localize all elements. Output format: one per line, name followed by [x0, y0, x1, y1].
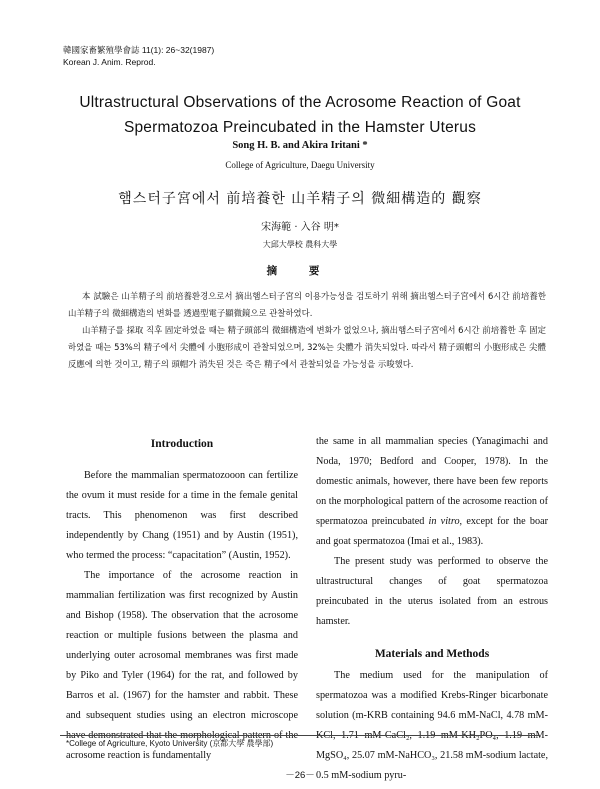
korean-abstract — [68, 288, 546, 373]
footnote-divider — [60, 735, 540, 736]
footnote: *College of Agriculture, Kyoto University (京都大學 農學部) — [66, 739, 274, 748]
page-number: －26－ — [285, 770, 315, 781]
journal-korean: 韓國家畜繁殖學會誌 11(1): 26~32(1987) — [63, 45, 215, 55]
intro-paragraph-1: Before the mammalian spermatozooon can fertilize the ovum it must reside for a time in the female genital tracts. This phenomenon was first described independently by Chang (1951) and by Austin (1951), who termed the process: “capacitation” (Austin, 1952). — [66, 470, 298, 561]
title-line-1: Ultrastructural Observations of the Acrosome Reaction of Goat — [79, 94, 521, 111]
authors: Song H. B. and Akira Iritani * — [232, 140, 368, 151]
methods-paragraph-1: The medium used for the manipulation of spermatozoa was a modified Krebs-Ringer bicarbonate solution (m-KRB containing 94.6 mM-NaCl, 4.78 mM-KCl, 1.71 mM-CaCl₂, 1.19 mM-KH₂PO₄, 1.19 mM-MgSO₄, 25.07 mM-NaHCO₃, 21.58 mM-sodium lactate, 0.5 mM-sodium pyru- — [316, 670, 548, 781]
title-line-2: Spermatozoa Preincubated in the Hamster Uterus — [123, 119, 477, 136]
left-column — [66, 438, 298, 766]
intro-p3-end: , except for the boar and goat spermatozoa (Imai et al., 1983). — [316, 516, 548, 547]
korean-affiliation: 大邱大學校 農科大學 — [262, 240, 338, 249]
intro-paragraph-2: The importance of the acrosome reaction in mammalian fertilization was first recognized by Austin and Bishop (1958). The observation that the acrosome reaction or multiple fusions between the plasma and underlying outer acrosomal membranes was first made by Piko and Tyler (1964) for the rat, and followed by Barros et al. (1967) for the hamster and rabbit. These and subsequent studies using an electron microscope have demonstrated that the morphological pattern of the acrosome reaction is fundamentally — [66, 570, 298, 761]
korean-authors: 宋海範 · 入谷 明* — [261, 222, 339, 233]
intro-p3-start: the same in all mammalian species (Yanagimachi and Noda, 1970; Bedford and Cooper, 1978). In the domestic animals, however, there have been few reports on the morphological pattern of the acrosome reaction of spermatozoa preincubated — [316, 436, 548, 527]
journal-english: Korean J. Anim. Reprod. — [63, 57, 156, 67]
intro-paragraph-4: The present study was performed to observe the ultrastructural changes of goat spermatozoa preincubated in the uterus isolated from an estrous hamster. — [316, 556, 548, 627]
journal-citation — [63, 44, 214, 68]
right-column — [316, 432, 548, 786]
affiliation: College of Agriculture, Daegu University — [225, 160, 375, 170]
introduction-heading: Introduction — [150, 438, 214, 450]
intro-paragraph-3 — [316, 432, 548, 552]
paper-title — [40, 90, 560, 140]
korean-title: 햄스터子宮에서 前培養한 山羊精子의 微細構造的 觀察 — [118, 191, 482, 207]
korean-abstract-heading: 摘 要 — [266, 265, 334, 277]
methods-heading: Materials and Methods — [374, 648, 490, 660]
korean-abstract-paragraph-2: 山羊精子를 採取 직후 固定하였을 때는 精子頭部의 微細構造에 변화가 없었으나, 摘出햄스터子宮에서 6시간 前培養한 후 固定하였을 때는 53%의 精子에서 尖體에 小胞形成이 관찰되었으며, 32%는 尖體가 消失되었다. 따라서 精子頭帽의 小胞形成은 尖體反應에 의한 것이고, 精子의 頭帽가 消失된 것은 죽은 精子에서 관찰되었을 가능성을 示唆했다. — [68, 325, 546, 369]
intro-p3-italic: in vitro — [428, 516, 460, 527]
korean-abstract-paragraph-1: 本 試驗은 山羊精子의 前培養환경으로서 摘出햄스터子宮의 이용가능성을 검토하기 위해 摘出햄스터子宮에서 6시간 前培養한 山羊精子의 微細構造의 변화를 透過型電子顯微鏡으로 관찰하였다. — [68, 291, 546, 318]
